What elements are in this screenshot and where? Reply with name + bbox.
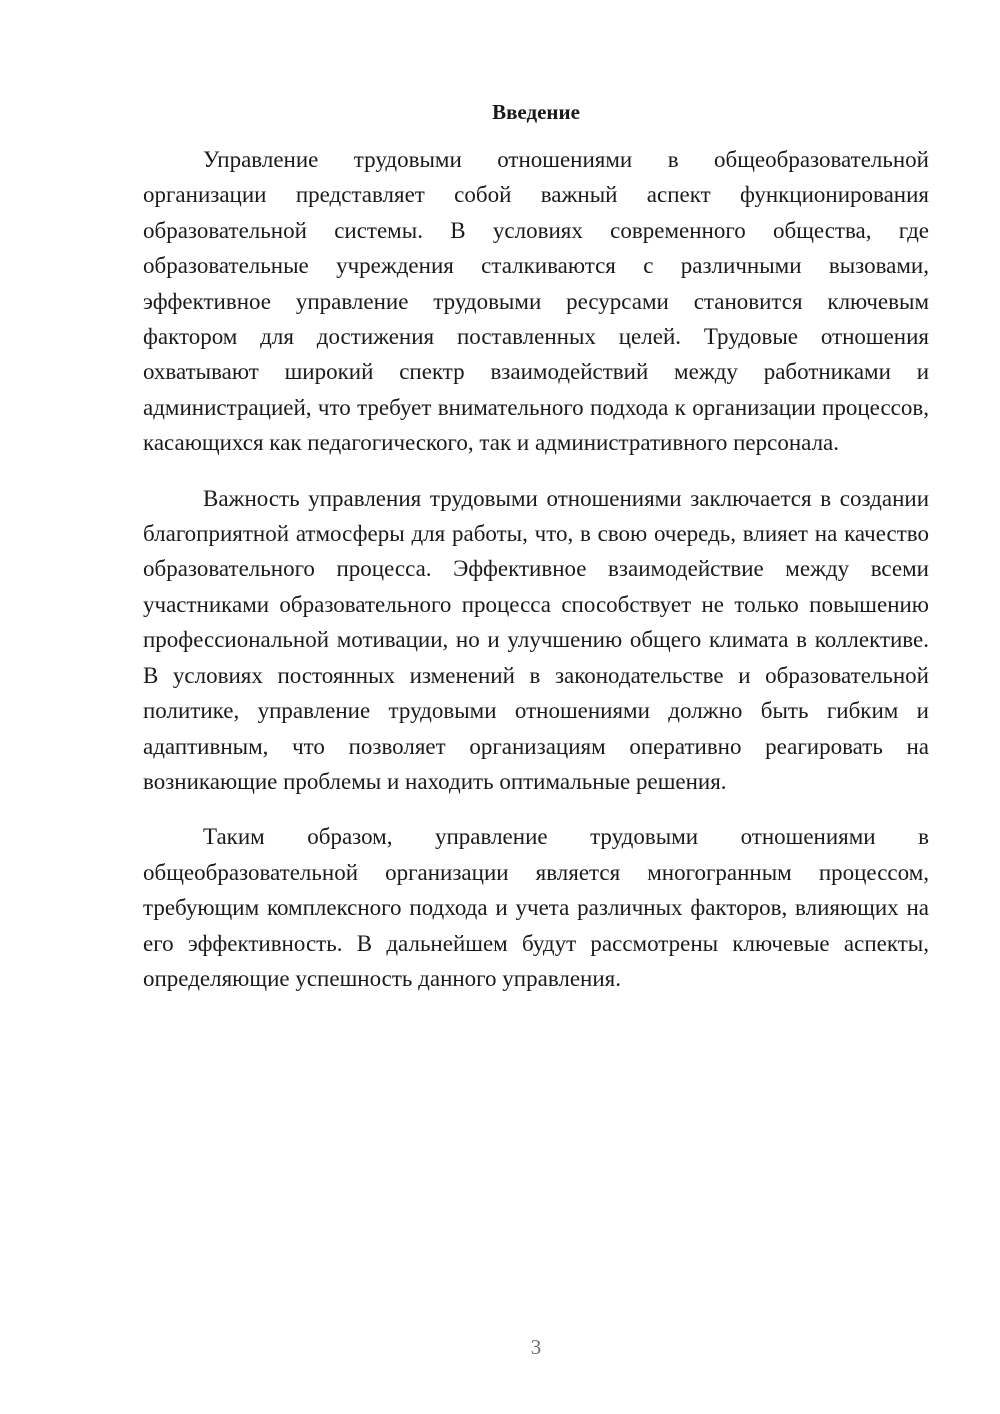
- page-title: Введение: [492, 100, 580, 124]
- paragraph-2: Важность управления трудовыми отношениями заключается в создании благоприятной атмосферы для работы, что, в свою очередь, влияет на качество образовательного процесса. Эффективное взаимодействие между всеми участниками образовательного процесса способствует не только повышению профессиональной мотивации, но и улучшению общего климата в коллективе. В условиях постоянных изменений в законодательстве и образовательной политике, управление трудовыми отношениями должно быть гибким и адаптивным, что позволяет организациям оперативно реагировать на возникающие проблемы и находить оптимальные решения.: [143, 485, 929, 794]
- paragraph-3: Таким образом, управление трудовыми отношениями в общеобразовательной организации является многогранным процессом, требующим комплексного подхода и учета различных факторов, влияющих на его эффективность. В дальнейшем будут рассмотрены ключевые аспекты, определяющие успешность данного управления.: [143, 824, 929, 991]
- body-text: [143, 142, 929, 996]
- page-number: 3: [530, 1335, 542, 1359]
- paragraph-1: Управление трудовыми отношениями в общеобразовательной организации представляет собой важный аспект функционирования образовательной системы. В условиях современного общества, где образовательные учреждения сталкиваются с различными вызовами, эффективное управление трудовыми ресурсами становится ключевым фактором для достижения поставленных целей. Трудовые отношения охватывают широкий спектр взаимодействий между работниками и администрацией, что требует внимательного подхода к организации процессов, касающихся как педагогического, так и административного персонала.: [143, 147, 929, 456]
